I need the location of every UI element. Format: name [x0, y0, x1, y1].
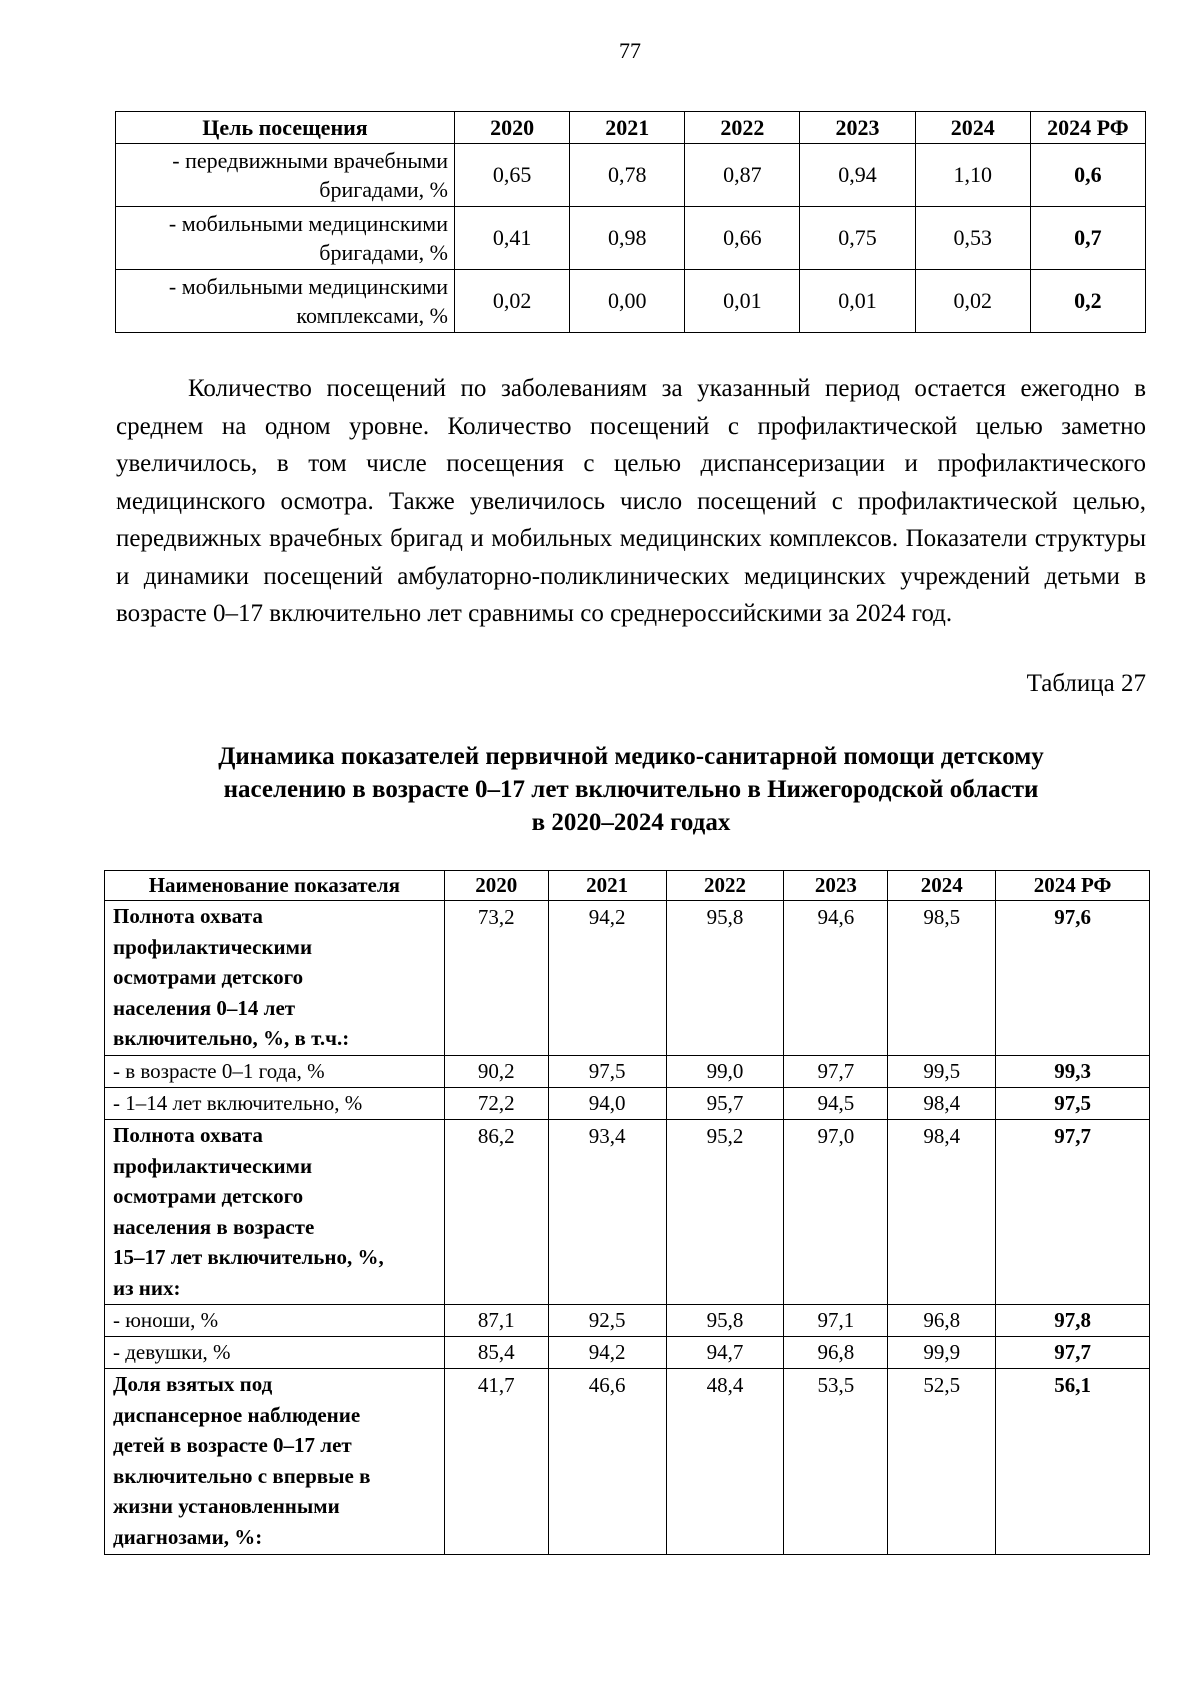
rf-value-cell: 97,6 — [996, 901, 1150, 1056]
row-label-line: населения в возрасте — [113, 1214, 315, 1239]
value-cell: 95,2 — [666, 1120, 784, 1305]
value-cell: 0,53 — [915, 207, 1030, 270]
value-cell: 0,01 — [685, 270, 800, 333]
row-label: - юноши, % — [105, 1305, 445, 1337]
row-label-line: профилактическими — [113, 934, 313, 959]
row-label-line: населения 0–14 лет — [113, 995, 296, 1020]
rf-value-cell: 56,1 — [996, 1369, 1150, 1555]
row-label — [105, 901, 445, 1056]
header-cell: Наименование показателя — [105, 871, 445, 901]
value-cell: 52,5 — [888, 1369, 996, 1555]
value-cell: 0,02 — [915, 270, 1030, 333]
row-label-line: комплексами, % — [296, 303, 448, 328]
table-row — [105, 1305, 1150, 1337]
rf-value-cell: 0,7 — [1030, 207, 1145, 270]
row-label-line: профилактическими — [113, 1153, 313, 1178]
row-label — [116, 144, 455, 207]
header-cell: 2024 РФ — [996, 871, 1150, 901]
table-row — [105, 1056, 1150, 1088]
value-cell: 0,75 — [800, 207, 915, 270]
value-cell: 86,2 — [444, 1120, 548, 1305]
value-cell: 97,7 — [784, 1056, 888, 1088]
header-cell: Цель посещения — [116, 112, 455, 144]
row-label-line: диагнозами, %: — [113, 1524, 263, 1549]
row-label-line: жизни установленными — [113, 1494, 340, 1518]
header-cell: 2021 — [570, 112, 685, 144]
value-cell: 94,5 — [784, 1088, 888, 1120]
table-row — [105, 1120, 1150, 1305]
header-cell: 2022 — [666, 871, 784, 901]
value-cell: 96,8 — [888, 1305, 996, 1337]
table-row — [105, 1337, 1150, 1369]
value-cell: 99,9 — [888, 1337, 996, 1369]
table-title-line: населению в возрасте 0–17 лет включительно в Нижегородской области — [223, 776, 1039, 803]
header-cell: 2020 — [444, 871, 548, 901]
value-cell: 46,6 — [548, 1369, 666, 1555]
rf-value-cell: 0,2 — [1030, 270, 1145, 333]
table-header-row — [116, 112, 1146, 144]
body-paragraph: Количество посещений по заболеваниям за указанный период остается ежегодно в среднем на одном уровне. Количество посещений с профилактической целью заметно увеличилось, в том числе посещения с целью диспансеризации и профилактического медицинского осмотра. Также увеличилось число посещений с профилактической целью, передвижных врачебных бригад и мобильных медицинских комплексов. Показатели структуры и динамики посещений амбулаторно-поликлинических медицинских учреждений детьми в возрасте 0–17 включительно лет сравнимы со среднероссийскими за 2024 год. — [116, 375, 1146, 627]
value-cell: 53,5 — [784, 1369, 888, 1555]
value-cell: 1,10 — [915, 144, 1030, 207]
value-cell: 95,8 — [666, 1305, 784, 1337]
row-label-line: - мобильными медицинскими — [168, 274, 448, 299]
value-cell: 73,2 — [444, 901, 548, 1056]
value-cell: 0,41 — [454, 207, 569, 270]
header-cell: 2020 — [454, 112, 569, 144]
value-cell: 0,66 — [685, 207, 800, 270]
rf-value-cell: 0,6 — [1030, 144, 1145, 207]
table-title — [116, 740, 1146, 839]
row-label — [105, 1369, 445, 1555]
row-label-line: бригадами, % — [319, 177, 448, 202]
value-cell: 98,4 — [888, 1088, 996, 1120]
value-cell: 90,2 — [444, 1056, 548, 1088]
header-cell: 2021 — [548, 871, 666, 901]
table-header-row — [105, 871, 1150, 901]
rf-value-cell: 97,5 — [996, 1088, 1150, 1120]
table-title-line: в 2020–2024 годах — [531, 809, 731, 836]
value-cell: 98,4 — [888, 1120, 996, 1305]
row-label — [116, 270, 455, 333]
header-cell: 2024 РФ — [1030, 112, 1145, 144]
value-cell: 48,4 — [666, 1369, 784, 1555]
value-cell: 95,8 — [666, 901, 784, 1056]
table-caption: Таблица 27 — [1026, 670, 1146, 697]
header-cell: 2024 — [915, 112, 1030, 144]
row-label-line: включительно, %, в т.ч.: — [113, 1026, 350, 1050]
row-label-line: осмотрами детского — [113, 965, 304, 989]
row-label-line: осмотрами детского — [113, 1184, 304, 1208]
value-cell: 0,98 — [570, 207, 685, 270]
value-cell: 97,1 — [784, 1305, 888, 1337]
table-row — [105, 1088, 1150, 1120]
row-label — [116, 207, 455, 270]
value-cell: 99,5 — [888, 1056, 996, 1088]
page-number: 77 — [619, 38, 641, 63]
value-cell: 87,1 — [444, 1305, 548, 1337]
value-cell: 0,00 — [570, 270, 685, 333]
rf-value-cell: 97,8 — [996, 1305, 1150, 1337]
header-cell: 2023 — [800, 112, 915, 144]
header-cell: 2022 — [685, 112, 800, 144]
value-cell: 0,01 — [800, 270, 915, 333]
row-label-line: Полнота охвата — [113, 1123, 263, 1147]
indicators-table — [104, 870, 1150, 1555]
table-row — [105, 1369, 1150, 1555]
table-row — [105, 901, 1150, 1056]
row-label-line: Полнота охвата — [113, 904, 263, 928]
rf-value-cell: 99,3 — [996, 1056, 1150, 1088]
rf-value-cell: 97,7 — [996, 1120, 1150, 1305]
value-cell: 96,8 — [784, 1337, 888, 1369]
table-row — [116, 270, 1146, 333]
row-label — [105, 1120, 445, 1305]
row-label-line: - передвижными врачебными — [172, 148, 448, 173]
table-row — [116, 207, 1146, 270]
row-label-line: диспансерное наблюдение — [113, 1402, 361, 1427]
value-cell: 94,2 — [548, 1337, 666, 1369]
value-cell: 95,7 — [666, 1088, 784, 1120]
value-cell: 94,7 — [666, 1337, 784, 1369]
value-cell: 0,02 — [454, 270, 569, 333]
row-label-line: бригадами, % — [319, 240, 448, 265]
value-cell: 85,4 — [444, 1337, 548, 1369]
row-label-line: включительно с впервые в — [113, 1463, 371, 1488]
value-cell: 0,65 — [454, 144, 569, 207]
value-cell: 0,87 — [685, 144, 800, 207]
header-cell: 2024 — [888, 871, 996, 901]
row-label-line: 15–17 лет включительно, %, — [113, 1245, 384, 1269]
row-label-line: - мобильными медицинскими — [168, 211, 448, 236]
value-cell: 41,7 — [444, 1369, 548, 1555]
table-row — [116, 144, 1146, 207]
rf-value-cell: 97,7 — [996, 1337, 1150, 1369]
value-cell: 94,2 — [548, 901, 666, 1056]
row-label-line: детей в возрасте 0–17 лет — [113, 1433, 352, 1457]
visit-purpose-table — [115, 111, 1146, 333]
value-cell: 92,5 — [548, 1305, 666, 1337]
value-cell: 0,78 — [570, 144, 685, 207]
value-cell: 0,94 — [800, 144, 915, 207]
value-cell: 98,5 — [888, 901, 996, 1056]
value-cell: 93,4 — [548, 1120, 666, 1305]
table-title-line: Динамика показателей первичной медико-санитарной помощи детскому — [218, 743, 1044, 770]
row-label-line: Доля взятых под — [113, 1372, 273, 1396]
value-cell: 99,0 — [666, 1056, 784, 1088]
value-cell: 97,5 — [548, 1056, 666, 1088]
row-label: - 1–14 лет включительно, % — [105, 1088, 445, 1120]
value-cell: 72,2 — [444, 1088, 548, 1120]
row-label: - девушки, % — [105, 1337, 445, 1369]
row-label-line: из них: — [113, 1275, 181, 1300]
row-label: - в возрасте 0–1 года, % — [105, 1056, 445, 1088]
header-cell: 2023 — [784, 871, 888, 901]
value-cell: 94,6 — [784, 901, 888, 1056]
value-cell: 97,0 — [784, 1120, 888, 1305]
value-cell: 94,0 — [548, 1088, 666, 1120]
